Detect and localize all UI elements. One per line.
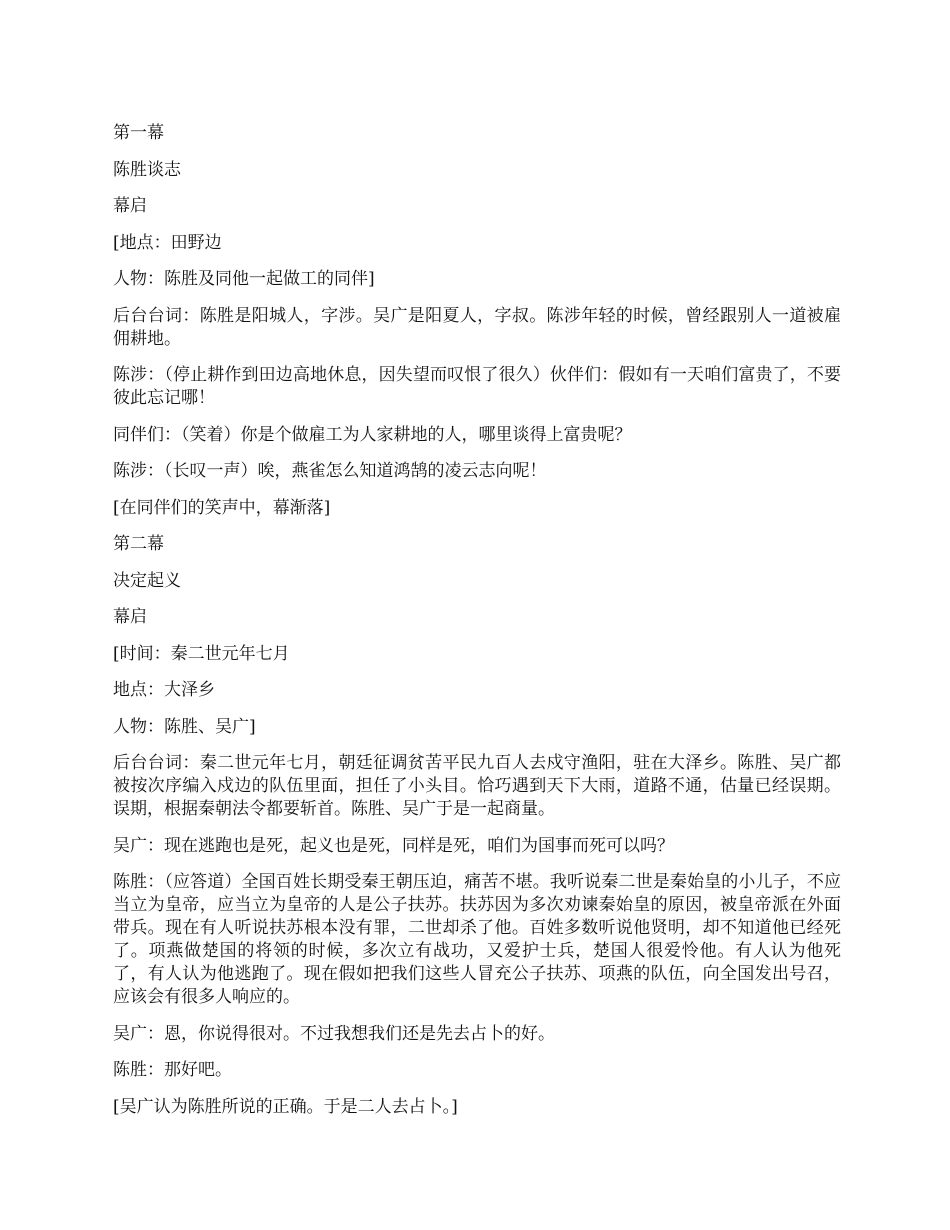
setting-time-2: [时间：秦二世元年七月 xyxy=(113,643,290,664)
act-two-title: 决定起义 xyxy=(113,570,181,591)
curtain-rise-2: 幕启 xyxy=(113,607,147,627)
act-one-title: 陈胜谈志 xyxy=(113,159,181,180)
narration-2: 后台台词：秦二世元年七月，朝廷征调贫苦平民九百人去戍守渔阳，驻在大泽乡。陈胜、吴广都被按次序编入戍边的队伍里面，担任了小头目。恰巧遇到天下大雨，道路不通，估量已经误期。误期，根据秦朝法令都要斩首。陈胜、吴广于是一起商量。 xyxy=(113,753,841,819)
setting-location-1: [地点：田野边 xyxy=(113,232,222,253)
dialogue-line: 陈胜：（应答道）全国百姓长期受秦王朝压迫，痛苦不堪。我听说秦二世是秦始皇的小儿子，不应当立为皇帝，应当立为皇帝的人是公子扶苏。扶苏因为多次劝谏秦始皇的原因，被皇帝派在外面带兵。现在有人听说扶苏根本没有罪，二世却杀了他。百姓多数听说他贤明，却不知道他已经死了。项燕做楚国的将领的时候，多次立有战功，又爱护士兵，楚国人很爱怜他。有人认为他死了，有人认为他逃跑了。现在假如把我们这些人冒充公子扶苏、项燕的队伍，向全国发出号召，应该会有很多人响应的。 xyxy=(113,872,841,1007)
narration-1: 后台台词：陈胜是阳城人，字涉。吴广是阳夏人，字叔。陈涉年轻的时候，曾经跟别人一道被雇佣耕地。 xyxy=(113,305,841,349)
stage-direction-1: [在同伴们的笑声中，幕渐落] xyxy=(113,497,331,518)
dialogue-line: 吴广：现在逃跑也是死，起义也是死，同样是死，咱们为国事而死可以吗？ xyxy=(113,835,674,856)
stage-direction-2: [吴广认为陈胜所说的正确。于是二人去占卜。] xyxy=(113,1096,458,1117)
dialogue-line: 陈涉：（长叹一声）唉，燕雀怎么知道鸿鹄的凌云志向呢！ xyxy=(113,461,547,481)
document-page xyxy=(113,122,841,1132)
dialogue-line: 吴广：恩，你说得很对。不过我想我们还是先去占卜的好。 xyxy=(113,1023,555,1044)
characters-2: 人物：陈胜、吴广] xyxy=(113,716,256,737)
curtain-rise-1: 幕启 xyxy=(113,196,147,216)
setting-location-2: 地点：大泽乡 xyxy=(113,680,215,700)
dialogue-line: 陈胜：那好吧。 xyxy=(113,1060,232,1080)
characters-1: 人物：陈胜及同他一起做工的同伴] xyxy=(113,269,375,289)
act-one-heading: 第一幕 xyxy=(113,123,164,143)
act-two-heading: 第二幕 xyxy=(113,534,164,554)
dialogue-line: 同伴们：（笑着）你是个做雇工为人家耕地的人，哪里谈得上富贵呢？ xyxy=(113,424,632,445)
dialogue-line: 陈涉：（停止耕作到田边高地休息，因失望而叹恨了很久）伙伴们：假如有一天咱们富贵了，不要彼此忘记哪！ xyxy=(113,365,841,408)
